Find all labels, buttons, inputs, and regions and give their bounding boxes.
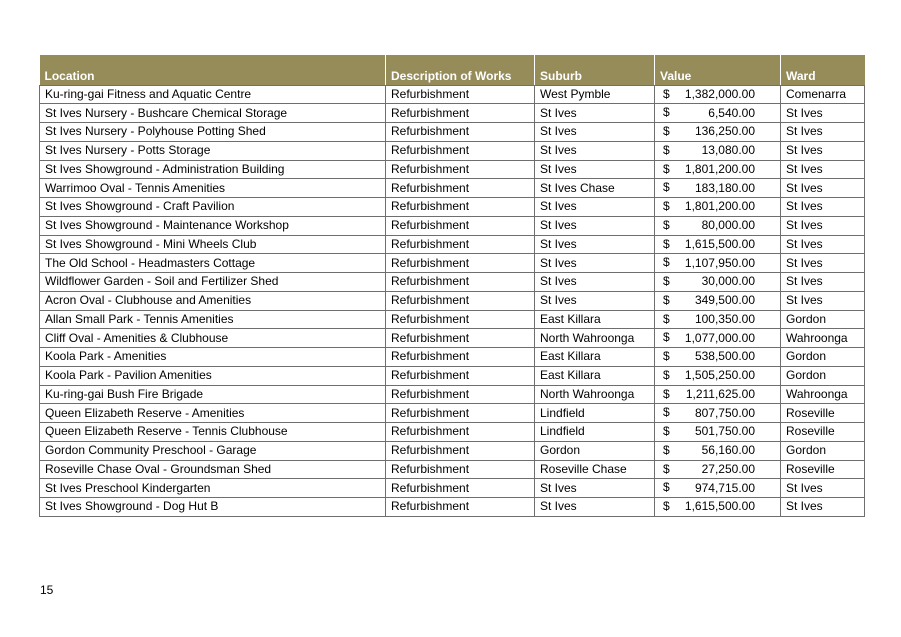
table-row — [40, 179, 865, 198]
suburb-cell: St Ives — [535, 216, 655, 235]
ward-cell: Roseville — [781, 404, 865, 423]
value-cell — [655, 498, 781, 517]
description-cell: Refurbishment — [386, 273, 535, 292]
suburb-cell: St Ives — [535, 254, 655, 273]
description-cell: Refurbishment — [386, 141, 535, 160]
location-cell: Koola Park - Pavilion Amenities — [40, 366, 386, 385]
header-row — [40, 55, 865, 85]
table-header — [40, 55, 865, 85]
ward-cell: Comenarra — [781, 85, 865, 104]
value-amount: 13,080.00 — [701, 143, 755, 158]
description-cell: Refurbishment — [386, 423, 535, 442]
description-cell: Refurbishment — [386, 198, 535, 217]
ward-cell: St Ives — [781, 498, 865, 517]
table-row — [40, 160, 865, 179]
currency-symbol: $ — [663, 461, 670, 476]
location-cell: Roseville Chase Oval - Groundsman Shed — [40, 460, 386, 479]
ward-cell: Wahroonga — [781, 329, 865, 348]
currency-symbol: $ — [663, 180, 670, 195]
currency-symbol: $ — [663, 499, 670, 513]
description-cell: Refurbishment — [386, 348, 535, 367]
table-body — [40, 85, 865, 516]
ward-cell: Roseville — [781, 423, 865, 442]
value-amount: 807,750.00 — [694, 405, 755, 420]
table-row — [40, 85, 865, 104]
value-amount: 1,211,625.00 — [685, 386, 755, 401]
currency-symbol: $ — [663, 236, 670, 251]
currency-symbol: $ — [663, 217, 670, 232]
location-cell: St Ives Preschool Kindergarten — [40, 479, 386, 498]
suburb-cell: St Ives Chase — [535, 179, 655, 198]
ward-cell: Gordon — [781, 310, 865, 329]
ward-cell: Gordon — [781, 366, 865, 385]
location-cell: St Ives Nursery - Bushcare Chemical Storage — [40, 104, 386, 123]
value-cell — [655, 160, 781, 179]
location-cell: Queen Elizabeth Reserve - Tennis Clubhouse — [40, 423, 386, 442]
suburb-cell: East Killara — [535, 310, 655, 329]
ward-cell: St Ives — [781, 273, 865, 292]
value-amount: 30,000.00 — [701, 274, 755, 289]
ward-cell: St Ives — [781, 160, 865, 179]
value-cell — [655, 310, 781, 329]
suburb-cell: East Killara — [535, 348, 655, 367]
value-amount: 56,160.00 — [701, 443, 755, 458]
value-amount: 136,250.00 — [694, 124, 755, 139]
table-row — [40, 366, 865, 385]
suburb-cell: St Ives — [535, 123, 655, 142]
location-cell: Warrimoo Oval - Tennis Amenities — [40, 179, 386, 198]
value-amount: 100,350.00 — [694, 311, 755, 326]
value-amount: 6,540.00 — [708, 105, 755, 120]
location-cell: Acron Oval - Clubhouse and Amenities — [40, 291, 386, 310]
value-amount: 183,180.00 — [694, 180, 755, 195]
location-cell: Cliff Oval - Amenities & Clubhouse — [40, 329, 386, 348]
description-cell: Refurbishment — [386, 366, 535, 385]
description-cell: Refurbishment — [386, 123, 535, 142]
suburb-cell: St Ives — [535, 141, 655, 160]
suburb-cell: St Ives — [535, 273, 655, 292]
currency-symbol: $ — [663, 199, 670, 213]
ward-cell: St Ives — [781, 179, 865, 198]
currency-symbol: $ — [663, 161, 670, 176]
suburb-cell: Lindfield — [535, 423, 655, 442]
table-row — [40, 329, 865, 348]
location-cell: Koola Park - Amenities — [40, 348, 386, 367]
table-row — [40, 479, 865, 498]
description-cell: Refurbishment — [386, 479, 535, 498]
value-cell — [655, 273, 781, 292]
location-cell: St Ives Showground - Maintenance Workshop — [40, 216, 386, 235]
column-header-value: Value — [655, 55, 781, 85]
location-cell: Wildflower Garden - Soil and Fertilizer Shed — [40, 273, 386, 292]
value-amount: 349,500.00 — [694, 293, 755, 308]
value-amount: 1,615,500.00 — [684, 499, 755, 514]
column-header-description: Description of Works — [386, 55, 535, 85]
ward-cell: Gordon — [781, 348, 865, 367]
value-cell — [655, 329, 781, 348]
suburb-cell: West Pymble — [535, 85, 655, 104]
location-cell: St Ives Showground - Craft Pavilion — [40, 198, 386, 217]
location-cell: St Ives Showground - Mini Wheels Club — [40, 235, 386, 254]
currency-symbol: $ — [663, 349, 670, 363]
location-cell: The Old School - Headmasters Cottage — [40, 254, 386, 273]
table-row — [40, 460, 865, 479]
ward-cell: Gordon — [781, 441, 865, 460]
table-row — [40, 498, 865, 517]
currency-symbol: $ — [663, 124, 670, 138]
location-cell: Queen Elizabeth Reserve - Amenities — [40, 404, 386, 423]
table-row — [40, 404, 865, 423]
value-cell — [655, 85, 781, 104]
description-cell: Refurbishment — [386, 85, 535, 104]
currency-symbol: $ — [663, 86, 670, 101]
suburb-cell: East Killara — [535, 366, 655, 385]
value-amount: 538,500.00 — [694, 349, 755, 364]
currency-symbol: $ — [663, 274, 670, 288]
location-cell: St Ives Nursery - Polyhouse Potting Shed — [40, 123, 386, 142]
value-cell — [655, 179, 781, 198]
value-cell — [655, 366, 781, 385]
table-row — [40, 104, 865, 123]
ward-cell: St Ives — [781, 141, 865, 160]
value-cell — [655, 441, 781, 460]
value-amount: 1,615,500.00 — [684, 236, 755, 251]
ward-cell: St Ives — [781, 104, 865, 123]
ward-cell: St Ives — [781, 479, 865, 498]
value-cell — [655, 141, 781, 160]
table-row — [40, 123, 865, 142]
value-amount: 974,715.00 — [694, 480, 755, 495]
ward-cell: St Ives — [781, 216, 865, 235]
description-cell: Refurbishment — [386, 329, 535, 348]
description-cell: Refurbishment — [386, 254, 535, 273]
currency-symbol: $ — [663, 442, 670, 457]
value-amount: 1,801,200.00 — [684, 161, 755, 176]
ward-cell: St Ives — [781, 123, 865, 142]
value-amount: 1,801,200.00 — [684, 199, 755, 214]
currency-symbol: $ — [663, 386, 670, 401]
suburb-cell: Gordon — [535, 441, 655, 460]
description-cell: Refurbishment — [386, 291, 535, 310]
currency-symbol: $ — [663, 367, 670, 382]
value-amount: 501,750.00 — [694, 424, 755, 439]
suburb-cell: St Ives — [535, 104, 655, 123]
location-cell: St Ives Showground - Administration Building — [40, 160, 386, 179]
value-amount: 1,382,000.00 — [684, 86, 755, 101]
table-row — [40, 235, 865, 254]
table-row — [40, 273, 865, 292]
table-row — [40, 198, 865, 217]
suburb-cell: St Ives — [535, 198, 655, 217]
location-cell: Ku-ring-gai Fitness and Aquatic Centre — [40, 85, 386, 104]
value-cell — [655, 460, 781, 479]
suburb-cell: St Ives — [535, 479, 655, 498]
suburb-cell: St Ives — [535, 235, 655, 254]
column-header-location: Location — [40, 55, 386, 85]
currency-symbol: $ — [663, 330, 670, 345]
table-row — [40, 385, 865, 404]
location-cell: Ku-ring-gai Bush Fire Brigade — [40, 385, 386, 404]
ward-cell: Wahroonga — [781, 385, 865, 404]
description-cell: Refurbishment — [386, 441, 535, 460]
location-cell: Allan Small Park - Tennis Amenities — [40, 310, 386, 329]
currency-symbol: $ — [663, 405, 670, 420]
ward-cell: St Ives — [781, 235, 865, 254]
table-row — [40, 441, 865, 460]
description-cell: Refurbishment — [386, 179, 535, 198]
table-row — [40, 423, 865, 442]
table-row — [40, 291, 865, 310]
table-row — [40, 254, 865, 273]
currency-symbol: $ — [663, 311, 670, 326]
suburb-cell: St Ives — [535, 160, 655, 179]
value-cell — [655, 404, 781, 423]
suburb-cell: Roseville Chase — [535, 460, 655, 479]
currency-symbol: $ — [663, 424, 670, 438]
value-amount: 1,077,000.00 — [684, 330, 755, 345]
value-cell — [655, 291, 781, 310]
page-number: 15 — [40, 583, 54, 597]
value-amount: 27,250.00 — [701, 461, 755, 476]
location-cell: Gordon Community Preschool - Garage — [40, 441, 386, 460]
table-row — [40, 216, 865, 235]
value-cell — [655, 198, 781, 217]
suburb-cell: North Wahroonga — [535, 329, 655, 348]
column-header-ward: Ward — [781, 55, 865, 85]
value-amount: 1,505,250.00 — [684, 368, 755, 383]
description-cell: Refurbishment — [386, 104, 535, 123]
currency-symbol: $ — [663, 480, 670, 495]
value-cell — [655, 254, 781, 273]
column-header-suburb: Suburb — [535, 55, 655, 85]
ward-cell: St Ives — [781, 254, 865, 273]
table-row — [40, 141, 865, 160]
currency-symbol: $ — [663, 142, 670, 157]
value-cell — [655, 479, 781, 498]
currency-symbol: $ — [663, 105, 670, 120]
value-cell — [655, 123, 781, 142]
value-cell — [655, 104, 781, 123]
value-cell — [655, 423, 781, 442]
description-cell: Refurbishment — [386, 404, 535, 423]
currency-symbol: $ — [663, 255, 670, 270]
table-row — [40, 348, 865, 367]
value-amount: 1,107,950.00 — [684, 255, 755, 270]
description-cell: Refurbishment — [386, 310, 535, 329]
table-row — [40, 310, 865, 329]
ward-cell: St Ives — [781, 198, 865, 217]
description-cell: Refurbishment — [386, 235, 535, 254]
suburb-cell: St Ives — [535, 291, 655, 310]
location-cell: St Ives Nursery - Potts Storage — [40, 141, 386, 160]
description-cell: Refurbishment — [386, 498, 535, 517]
description-cell: Refurbishment — [386, 385, 535, 404]
suburb-cell: Lindfield — [535, 404, 655, 423]
currency-symbol: $ — [663, 292, 670, 307]
description-cell: Refurbishment — [386, 460, 535, 479]
value-cell — [655, 385, 781, 404]
value-cell — [655, 235, 781, 254]
ward-cell: St Ives — [781, 291, 865, 310]
value-amount: 80,000.00 — [701, 218, 755, 233]
works-table — [39, 55, 865, 517]
description-cell: Refurbishment — [386, 160, 535, 179]
value-cell — [655, 216, 781, 235]
suburb-cell: St Ives — [535, 498, 655, 517]
location-cell: St Ives Showground - Dog Hut B — [40, 498, 386, 517]
description-cell: Refurbishment — [386, 216, 535, 235]
suburb-cell: North Wahroonga — [535, 385, 655, 404]
value-cell — [655, 348, 781, 367]
ward-cell: Roseville — [781, 460, 865, 479]
